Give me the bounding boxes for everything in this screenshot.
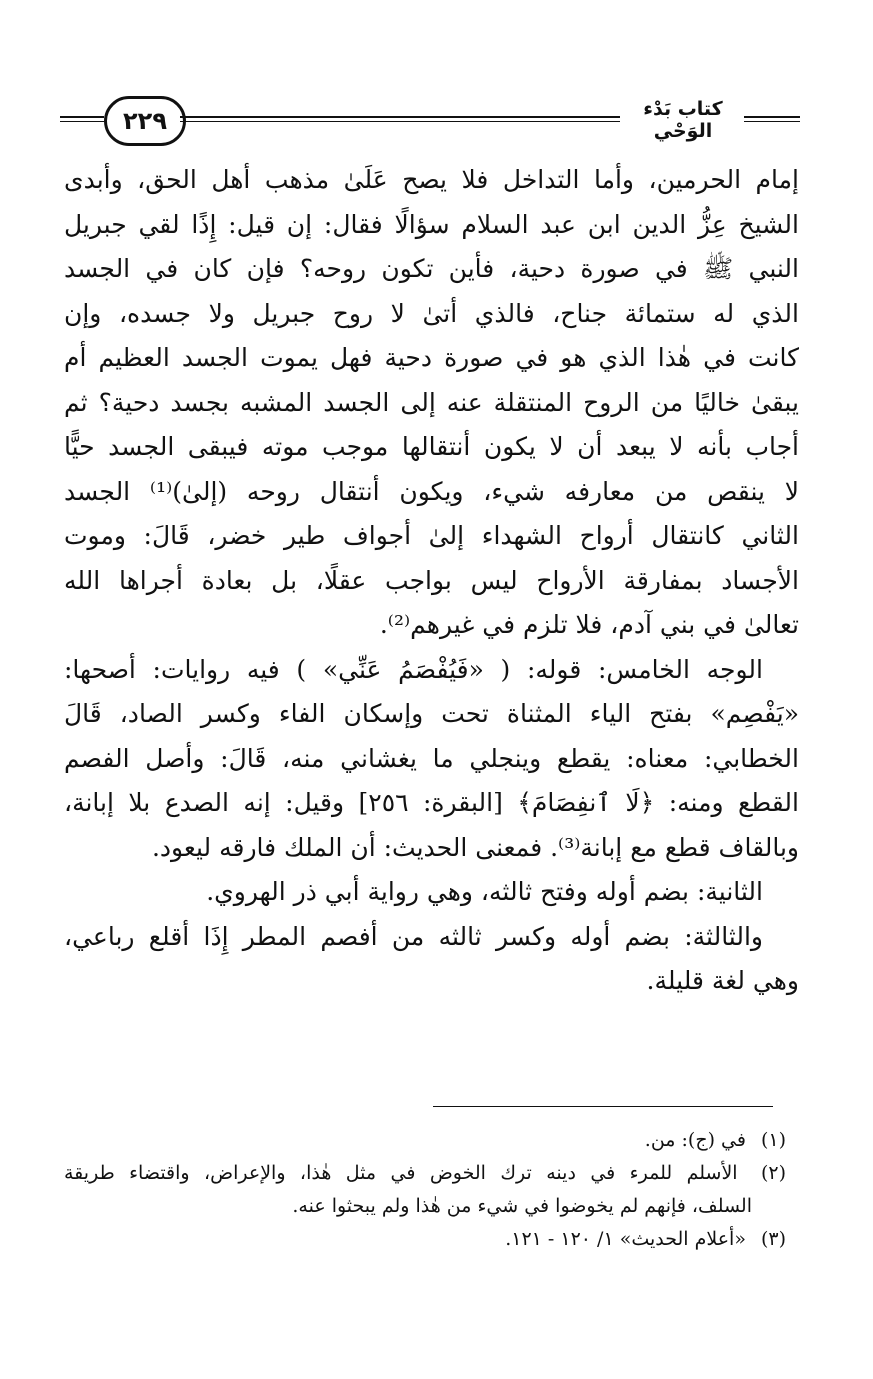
footnote-separator [433,1106,773,1107]
footnotes [64,1124,786,1256]
text-line: القطع ومنه: ﴿لَا ٱنفِصَامَ﴾ [البقرة: ٢٥٦] وقيل: إنه الصدع بلا إبانة، [64,788,799,817]
footnote [64,1157,786,1190]
text-line: إمام الحرمين، وأما التداخل فلا يصح عَلَىٰ مذهب أهل الحق، وأبدى [64,165,799,194]
text-line: والثالثة: بضم أوله وكسر ثالثه من أفصم المطر إِذَا أقلع رباعي، [64,921,763,951]
text-line: الشيخ عِزُّ الدين ابن عبد السلام سؤالًا فقال: إن قيل: إِذًا لقي جبريل [64,209,799,239]
text-line: الثاني كانتقال أرواح الشهداء إلىٰ أجواف طير خضر، قَالَ: وموت [64,521,799,550]
main-text [64,158,799,1004]
header-rule-left [60,116,104,122]
text-line: أجاب بأنه لا يبعد أن لا يكون أنتقالها موجب موته فيبقى الجسد حيًّا [64,432,799,461]
running-title: كتاب بَدْء الوَحْي [643,98,723,142]
text-line: «يَفْصِم» بفتح الياء المثناة تحت وإسكان الفاء وكسر الصاد، قَالَ [64,699,799,728]
text-line: وهي لغة قليلة. [646,966,799,995]
header-rule-right [744,116,800,122]
footnote-number: (٢) [760,1162,786,1184]
text-line: وبالقاف قطع مع إبانة⁽³⁾. فمعنى الحديث: أن الملك فارقه ليعود. [151,832,799,862]
text-line: الخطابي: معناه: يقطع وينجلي ما يغشاني منه، قَالَ: وأصل الفصم [64,743,799,773]
text-line: النبي ﷺ في صورة دحية، فأين تكون روحه؟ فإن كان في الجسد [64,254,799,283]
footnote [64,1223,786,1256]
text-line: يبقىٰ خاليًا من الروح المنتقلة عنه إلى الجسد المشبه بجسد دحية؟ ثم [64,387,799,417]
text-line: الثانية: بضم أوله وفتح ثالثه، وهي رواية أبي ذر الهروي. [206,877,763,906]
text-line: الأجساد بمفارقة الأرواح ليس بواجب عقلًا، بل بعادة أجراها الله [64,565,799,595]
text-line: الوجه الخامس: قوله: ( «فَيُفْصَمُ عَنِّي» ) فيه روايات: أصحها: [64,654,763,684]
page-header [60,92,800,148]
footnote-number: (٣) [760,1228,786,1250]
footnote-text: السلف، فإنهم لم يخوضوا في شيء من هٰذا ولم يبحثوا عنه. [292,1195,752,1217]
header-rule-middle [180,116,620,122]
text-line: تعالىٰ في بني آدم، فلا تلزم في غيرهم⁽²⁾. [379,610,799,639]
footnote-text: الأسلم للمرء في دينه ترك الخوض في مثل هٰذا، والإعراض، واقتضاء طريقة [64,1162,738,1184]
text-line: لا ينقص من معارفه شيء، ويكون أنتقال روحه (إلىٰ)⁽¹⁾ الجسد [64,476,799,506]
footnote-number: (١) [760,1129,786,1151]
footnote-text: «أعلام الحديث» ١/ ١٢٠ - ١٢١. [505,1228,746,1250]
text-line: كانت في هٰذا الذي هو في صورة دحية فهل يموت الجسد العظيم أم [64,343,799,372]
footnote-continuation [64,1190,786,1223]
footnote-text: في (ج): من. [644,1129,746,1151]
page-number: ٢٢٩ [104,96,186,146]
text-line: الذي له ستمائة جناح، فالذي أتىٰ لا روح جبريل ولا جسده، وإن [64,298,799,328]
footnote [64,1124,786,1157]
